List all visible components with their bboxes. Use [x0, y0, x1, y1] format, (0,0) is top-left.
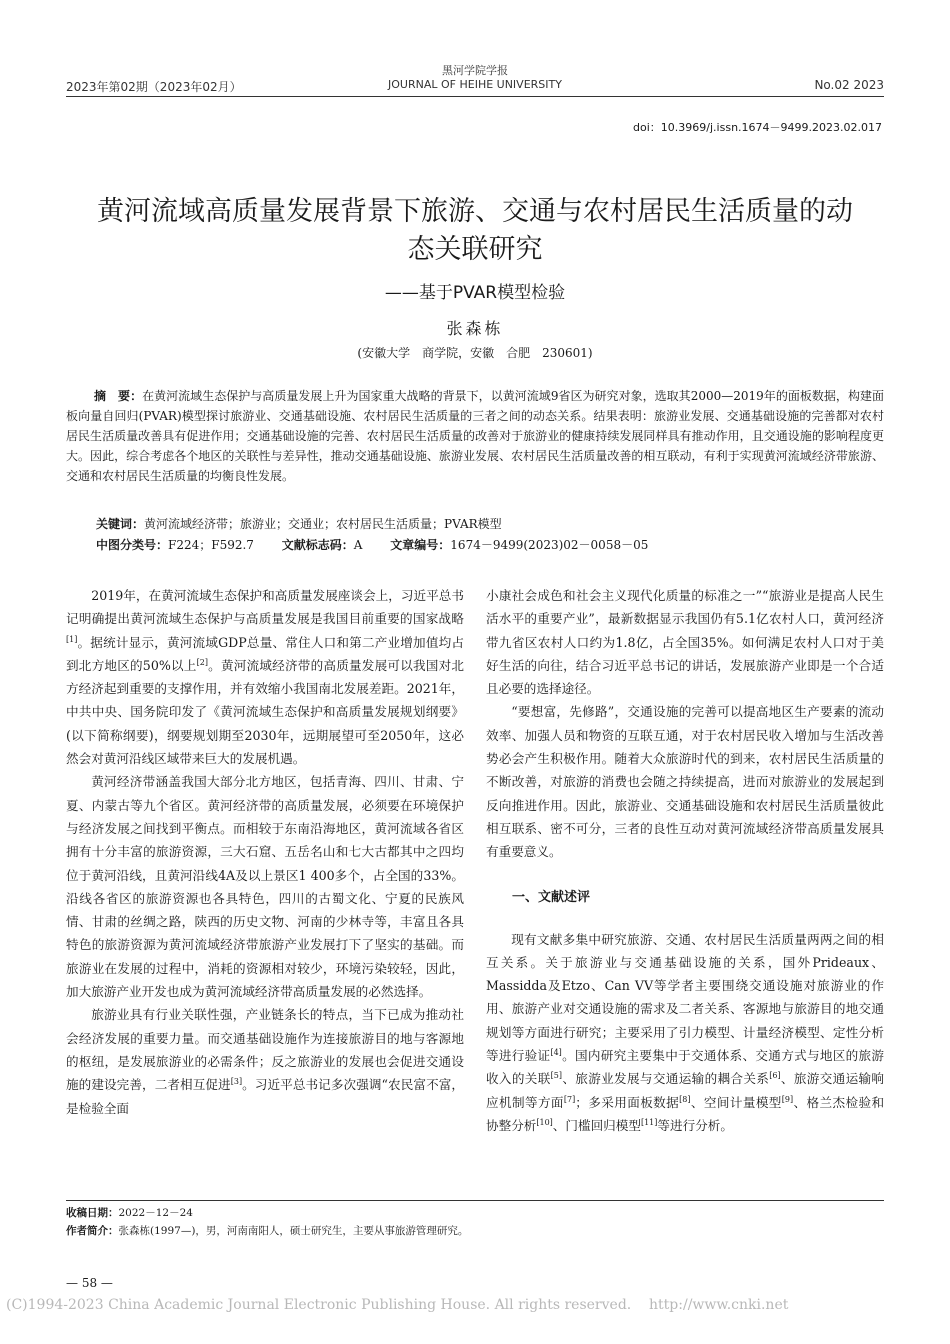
- paragraph: 旅游业具有行业关联性强，产业链条长的特点，当下已成为推动社会经济发展的重要力量。而交通基础设施作为连接旅游目的地与客源地的枢纽，是发展旅游业的必需条件；反之旅游业的发展也会促进交通设施的建设完善，二者相互促进[3]。习近平总书记多次强调“农民富不富，是检验全面: [66, 1007, 464, 1116]
- body-left-column: [66, 584, 464, 1120]
- clc-value: F224；F592.7: [168, 538, 254, 552]
- doc-code-label: 文献标志码：: [281, 538, 354, 552]
- footnote-rule: [66, 1200, 884, 1201]
- journal-name-cn: 黑河学院学报: [442, 64, 508, 77]
- section-heading: 一、文献述评: [512, 889, 591, 905]
- author-bio: 作者简介：张森栋(1997—)，男，河南南阳人，硕士研究生，主要从事旅游管理研究。: [66, 1225, 469, 1237]
- paragraph: 小康社会成色和社会主义现代化质量的标准之一”“旅游业是提高人民生活水平的重要产业”，最新数据显示我国仍有5.1亿农村人口，黄河经济带九省区农村人口约为1.8亿，占全国35%。如何满足农村人口对于美好生活的向往，结合习近平总书记的讲话，发展旅游产业即是一个合适且必要的选择途径。: [486, 588, 884, 697]
- subtitle: ——基于PVAR模型检验: [384, 283, 566, 303]
- title-line-2: 态关联研究: [407, 234, 543, 265]
- title-line-1: 黄河流域高质量发展背景下旅游、交通与农村居民生活质量的动: [97, 196, 853, 227]
- affiliation: (安徽大学 商学院，安徽 合肥 230601): [357, 346, 593, 360]
- keywords-label: 关键词：: [96, 517, 145, 531]
- abstract: [66, 386, 884, 486]
- article-number-label: 文章编号：: [390, 538, 451, 552]
- doi: doi：10.3969/j.issn.1674－9499.2023.02.017: [633, 121, 882, 134]
- paragraph: “要想富，先修路”，交通设施的完善可以提高地区生产要素的流动效率、加强人员和物资的互联互通，对于农村居民收入增加与生活改善势必会产生积极作用。随着大众旅游时代的到来，农村居民生活质量的不断改善，对旅游的消费也会随之持续提高，进而对旅游业的发展起到反向推进作用。因此，旅游业、交通基础设施和农村居民生活质量彼此相互联系、密不可分，三者的良性互动对黄河流域经济带高质量发展具有重要意义。: [486, 704, 884, 860]
- clc-label: 中图分类号：: [96, 538, 169, 552]
- keywords: [96, 514, 502, 534]
- classification: [96, 535, 648, 555]
- abstract-text: 在黄河流域生态保护与高质量发展上升为国家重大战略的背景下，以黄河流域9省区为研究对象，选取其2000—2019年的面板数据，构建面板向量自回归(PVAR)模型探讨旅游业、交通基础设施、农村居民生活质量的三者之间的动态关系。结果表明：旅游业发展、交通基础设施的完善都对农村居民生活质量改善具有促进作用；交通基础设施的完善、农村居民生活质量的改善对于旅游业的健康持续发展同样具有推动作用，且交通设施的影响程度更大。因此，综合考虑各个地区的关联性与差异性，推动交通基础设施、旅游业发展、农村居民生活质量改善的相互联动，有利于实现黄河流域经济带旅游、交通和农村居民生活质量的均衡良性发展。: [66, 389, 884, 483]
- paragraph: 现有文献多集中研究旅游、交通、农村居民生活质量两两之间的相互关系。关于旅游业与交通基础设施的关系，国外Prideaux、Massidda及Etzo、Can VV等学者主要围绕交通设施对旅游业的作用、旅游产业对交通设施的需求及二者关系、客源地与旅游目的地交通规划等方面进行研究；主要采用了引力模型、计量经济模型、定性分析等进行验证[4]。国内研究主要集中于交通体系、交通方式与地区的旅游收入的关联[5]、旅游业发展与交通运输的耦合关系[6]、旅游交通运输响应机制等方面[7]；多采用面板数据[8]、空间计量模型[9]、格兰杰检验和协整分析[10]、门槛回归模型[11]等进行分析。: [486, 931, 885, 1133]
- body-right-column: [486, 584, 884, 1137]
- paragraph: 2019年，在黄河流域生态保护和高质量发展座谈会上，习近平总书记明确提出黄河流域生态保护与高质量发展是我国目前重要的国家战略[1]。据统计显示，黄河流域GDP总量、常住人口和第二产业增加值均占到北方地区的50%以上[2]。黄河流域经济带的高质量发展可以我国对北方经济起到重要的支撑作用，并有效缩小我国南北发展差距。2021年，中共中央、国务院印发了《黄河流域生态保护和高质量发展规划纲要》(以下简称纲要)，纲要规划期至2030年，远期展望可至2050年，这必然会对黄河沿线区域带来巨大的发展机遇。: [66, 588, 465, 767]
- page-number: — 58 —: [66, 1276, 113, 1290]
- abstract-label: 摘 要：: [94, 389, 143, 403]
- journal-name-en: JOURNAL OF HEIHE UNIVERSITY: [388, 78, 562, 91]
- header-rule: [66, 96, 884, 97]
- paragraph: 黄河经济带涵盖我国大部分北方地区，包括青海、四川、甘肃、宁夏、内蒙古等九个省区。黄河经济带的高质量发展，必须要在环境保护与经济发展之间找到平衡点。而相较于东南沿海地区，黄河流域各省区拥有十分丰富的旅游资源，三大石窟、五岳名山和七大古都其中之四均位于黄河沿线，且黄河沿线4A及以上景区1 400多个，占全国的33%。沿线各省区的旅游资源也各具特色，四川的古蜀文化、宁夏的民族风情、甘肃的丝绸之路，陕西的历史文物、河南的少林寺等，丰富且各具特色的旅游资源为黄河流域经济带旅游产业发展打下了坚实的基础。而旅游业在发展的过程中，消耗的资源相对较少，环境污染较轻，因此，加大旅游产业开发也成为黄河流域经济带高质量发展的必然选择。: [66, 774, 464, 1000]
- keywords-text: 黄河流域经济带；旅游业；交通业；农村居民生活质量；PVAR模型: [144, 517, 502, 531]
- issue-number: No.02 2023: [814, 78, 884, 92]
- article-number-value: 1674－9499(2023)02－0058－05: [450, 538, 649, 552]
- doc-code-value: A: [353, 538, 363, 552]
- author-name: 张森栋: [446, 319, 504, 338]
- copyright-watermark: (C)1994-2023 China Academic Journal Electronic Publishing House. All rights reserved. http://www.cnki.net: [6, 1297, 789, 1313]
- journal-issue: 2023年第02期（2023年02月）: [66, 80, 242, 94]
- received-date: 收稿日期：2022－12－24: [66, 1207, 193, 1219]
